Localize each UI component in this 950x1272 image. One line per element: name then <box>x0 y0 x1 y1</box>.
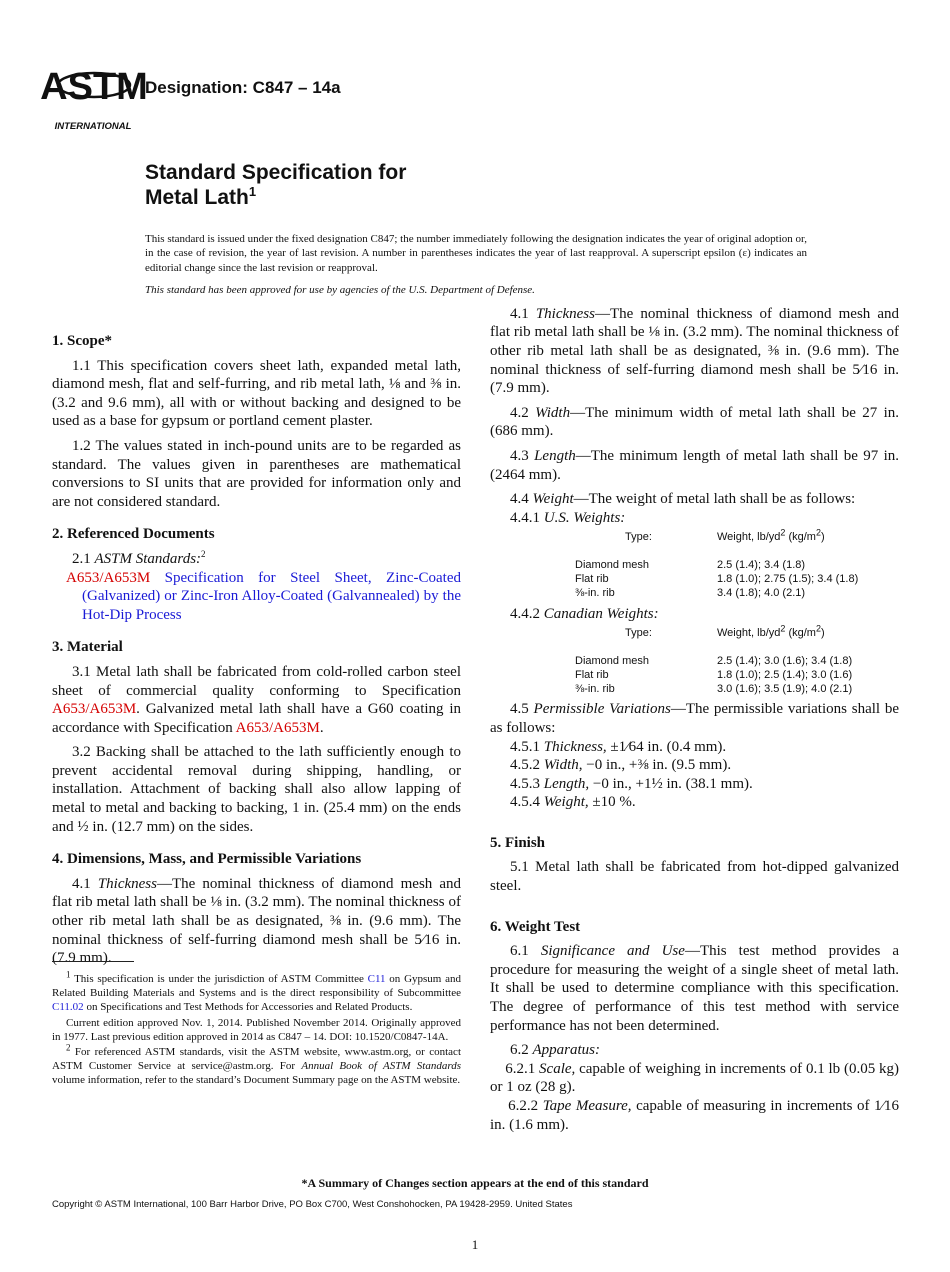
committee-link[interactable]: C11 <box>367 973 386 985</box>
type-cell: Flat rib <box>575 668 609 681</box>
page-title <box>145 160 406 210</box>
footnote: Current edition approved Nov. 1, 2014. Published November 2014. Originally approved in 1977. Last previous edition approved in 2014 as C847 – 14. DOI: 10.1520/C0847-14A. <box>52 1016 461 1043</box>
right-column <box>490 305 900 1134</box>
type-cell: ⅜-in. rib <box>575 586 615 599</box>
paragraph: 6.2.2 Tape Measure, capable of measuring in increments of 1⁄16 in. (1.6 mm). <box>490 1098 900 1133</box>
canadian-weights-table <box>575 623 853 696</box>
paragraph: 1.2 The values stated in inch-pound units are to be regarded as standard. The values given in parentheses are mathematical conversions to SI units that are provided for information only and are not considered standard. <box>52 437 461 510</box>
section-heading: 6. Weight Test <box>490 918 581 935</box>
title-line-1: Standard Specification for <box>145 161 407 184</box>
table-row <box>575 573 858 587</box>
reference-link[interactable]: A653/A653M <box>235 719 320 736</box>
section-heading: 4. Dimensions, Mass, and Permissible Variations <box>52 851 362 868</box>
paragraph: 3.2 Backing shall be attached to the lath sufficiently enough to prevent accidental removal during shipping, handling, or installation. Attachment of backing shall also allow lapping of metal to metal and backing to backing, 1 in. (25.4 mm) on the ends and ½ in. (12.7 mm) on the sides. <box>52 744 461 835</box>
paragraph: 6.2.1 Scale, capable of weighing in increments of 0.1 lb (0.05 kg) or 1 oz (28 g). <box>490 1060 900 1096</box>
reference-title-link[interactable]: Specification for Steel Sheet, Zinc-Coated (Galvanized) or Zinc-Iron Alloy-Coated (Galvannealed) by the Hot-Dip Process <box>82 569 462 623</box>
table-row <box>575 655 852 669</box>
intro-text: This standard is issued under the fixed designation C847; the number immediately following the designation indicates the year of original adoption or, in the case of revision, the year of last revision. A number in parentheses indicates the year of last reapproval. A superscript epsilon (ε) indicates an editorial change since the last revision or reapproval. <box>145 233 807 274</box>
paragraph: 3.1 Metal lath shall be fabricated from cold-rolled carbon steel sheet of commercial quality conforming to Specification A653/A653M. Galvanized metal lath shall have a G60 coating in accordance with Specification A653/A653M. <box>52 663 461 736</box>
paragraph-thickness-continued <box>490 305 899 398</box>
designation: Designation: C847 – 14a <box>145 78 341 97</box>
type-cell: Diamond mesh <box>575 654 649 667</box>
table-header-row <box>575 531 858 559</box>
summary-of-changes-note: *A Summary of Changes section appears at the end of this standard <box>301 1176 649 1190</box>
table-row <box>575 587 858 601</box>
column-header-type: Type: <box>625 627 652 640</box>
type-cell: ⅜-in. rib <box>575 682 615 695</box>
paragraph: 6.2 Apparatus: <box>510 1042 600 1059</box>
paragraph: 6.1 Significance and Use—This test method provides a procedure for measuring the weight of a single sheet of metal lath. It shall be used to determine compliance with this specification. The degree of performance of this test method with service performance has not been determined. <box>490 943 900 1034</box>
reference-item[interactable] <box>52 569 461 625</box>
footnote-ref[interactable]: 1 <box>248 184 257 199</box>
weight-cell: 3.4 (1.8); 4.0 (2.1) <box>717 586 806 599</box>
paragraph: 4.4.2 Canadian Weights: <box>510 605 659 622</box>
column-header-weight: Weight, $lb/yd^2$ $(kg/m^2)$ <box>717 623 825 640</box>
variation-item: 4.5.2 Width, −0 in., +⅜ in. (9.5 mm). <box>510 757 732 774</box>
dod-approval: This standard has been approved for use by agencies of the U.S. Department of Defense. <box>145 283 535 296</box>
weight-cell: 2.5 (1.4); 3.4 (1.8) <box>717 559 806 572</box>
table-row <box>575 683 852 697</box>
subcommittee-link[interactable]: C11.02 <box>52 1001 84 1014</box>
column-header-weight: Weight, $lb/yd^2$ $(kg/m^2)$ <box>717 527 825 544</box>
weight-cell: 1.8 (1.0); 2.5 (1.4); 3.0 (1.6) <box>717 668 853 681</box>
variation-item: 4.5.4 Weight, ±10 %. <box>510 794 636 811</box>
footnote: $^1$ This specification is under the jurisdiction of ASTM Committee C11 on Gypsum and Related Building Materials and Systems and is the direct responsibility of Subcommittee C11.02 on Specifications and Test Methods for Accessories and Related Products. <box>52 969 461 1014</box>
paragraph: 4.5 Permissible Variations—The permissible variations shall be as follows: <box>490 701 899 736</box>
left-column <box>52 332 462 967</box>
weight-cell: 3.0 (1.6); 3.5 (1.9); 4.0 (2.1) <box>717 682 853 695</box>
variation-item: 4.5.3 Length, −0 in., +1½ in. (38.1 mm). <box>510 775 753 792</box>
footnote: $^2$ For referenced ASTM standards, visit the ASTM website, www.astm.org, or contact ASTM Customer Service at service@astm.org. For Annual Book of ASTM Standards volume information, refer to the standard’s Document Summary page on the ASTM website. <box>52 1042 461 1087</box>
section-heading: 1. Scope* <box>52 333 112 349</box>
intro-notice <box>145 232 807 297</box>
paragraph-thickness-flow: 4.1 Thickness—The nominal thickness of diamond mesh and flat rib metal lath shall be ⅛ in. (3.2 mm). The nominal thickness of other rib metal lath shall be as designated, ⅜ in. (9.6 mm). The nominal thickness of self-furring diamond mesh shall be 5⁄16 in. (7.9 mm). <box>490 305 900 397</box>
paragraph: 1.1 This specification covers sheet lath, expanded metal lath, diamond mesh, flat and self-furring, and rib metal lath, ⅛ and ⅜ in. (3.2 and 9.6 mm), all with or without backing and designed to be used as a base for gypsum or portland cement plaster. <box>52 357 461 430</box>
footnote-divider <box>52 961 134 962</box>
table-row <box>575 559 858 573</box>
paragraph: 4.3 Length—The minimum length of metal lath shall be 97 in. (2464 mm). <box>490 447 899 483</box>
paragraph: 5.1 Metal lath shall be fabricated from hot-dipped galvanized steel. <box>490 859 899 895</box>
table-row <box>575 669 852 683</box>
type-cell: Diamond mesh <box>575 559 649 572</box>
paragraph-thickness-start: 4.1 Thickness—The nominal thickness of diamond mesh and flat rib metal lath shall be ⅛ in. (3.2 mm). The nominal thickness of other rib metal lath shall be as designated, ⅜ in. (9.6 mm). The nominal thickness of self-furring diamond mesh shall be 5⁄16 in. (7.9 mm). <box>52 875 462 967</box>
paragraph: 4.4.1 U.S. Weights: <box>510 509 626 526</box>
svg-text:INTERNATIONAL: INTERNATIONAL <box>54 121 132 132</box>
paragraph: 4.2 Width—The minimum width of metal lath shall be 27 in. (686 mm). <box>490 404 899 440</box>
thickness-text: —The nominal thickness of diamond mesh and flat rib metal lath shall be ⅛ in. (3.2 mm). The nominal thickness of other rib metal lath shall be as designated, ⅜ in. (9.6 mm). The nominal thickness of self-furring diamond mesh shall be 5⁄16 in. (7.9 mm). <box>52 875 462 967</box>
weight-cell: 2.5 (1.4); 3.0 (1.6); 3.4 (1.8) <box>717 654 853 667</box>
astm-logo <box>40 55 148 133</box>
variation-item: 4.5.1 Thickness, ±1⁄64 in. (0.4 mm). <box>510 738 727 755</box>
section-heading: 2. Referenced Documents <box>52 526 215 543</box>
table-header-row <box>575 627 852 655</box>
reference-link[interactable]: A653/A653M <box>66 569 151 586</box>
footnote-ref[interactable]: 2 <box>201 548 206 559</box>
paragraph: 4.4 Weight—The weight of metal lath shall be as follows: <box>510 491 856 508</box>
svg-text:ASTM: ASTM <box>40 66 148 108</box>
us-weights-table <box>575 527 859 600</box>
page-number: 1 <box>471 1237 479 1252</box>
reference-link[interactable]: A653/A653M <box>52 701 137 718</box>
paragraph: 2.1 ASTM Standards:$^2$ <box>72 548 206 567</box>
section-heading: 3. Material <box>52 639 123 656</box>
title-line-2 <box>145 185 406 210</box>
title-text: Metal Lath <box>145 186 249 209</box>
footnotes <box>52 969 461 1089</box>
column-header-type: Type: <box>625 531 652 544</box>
type-cell: Flat rib <box>575 572 609 585</box>
copyright: Copyright © ASTM International, 100 Barr Harbor Drive, PO Box C700, West Conshohocken, PA 19428-2959. United States <box>52 1199 573 1210</box>
thickness-text-continued: —The nominal thickness of diamond mesh and flat rib metal lath shall be ⅛ in. (3.2 mm). The nominal thickness of other rib metal lath shall be as designated, ⅜ in. (9.6 mm). The nominal thickness of self-furring diamond mesh shall be 5⁄16 in. (7.9 mm). <box>490 305 900 397</box>
section-heading: 5. Finish <box>490 834 546 851</box>
variations-list <box>490 738 899 812</box>
weight-cell: 1.8 (1.0); 2.75 (1.5); 3.4 (1.8) <box>717 572 859 585</box>
